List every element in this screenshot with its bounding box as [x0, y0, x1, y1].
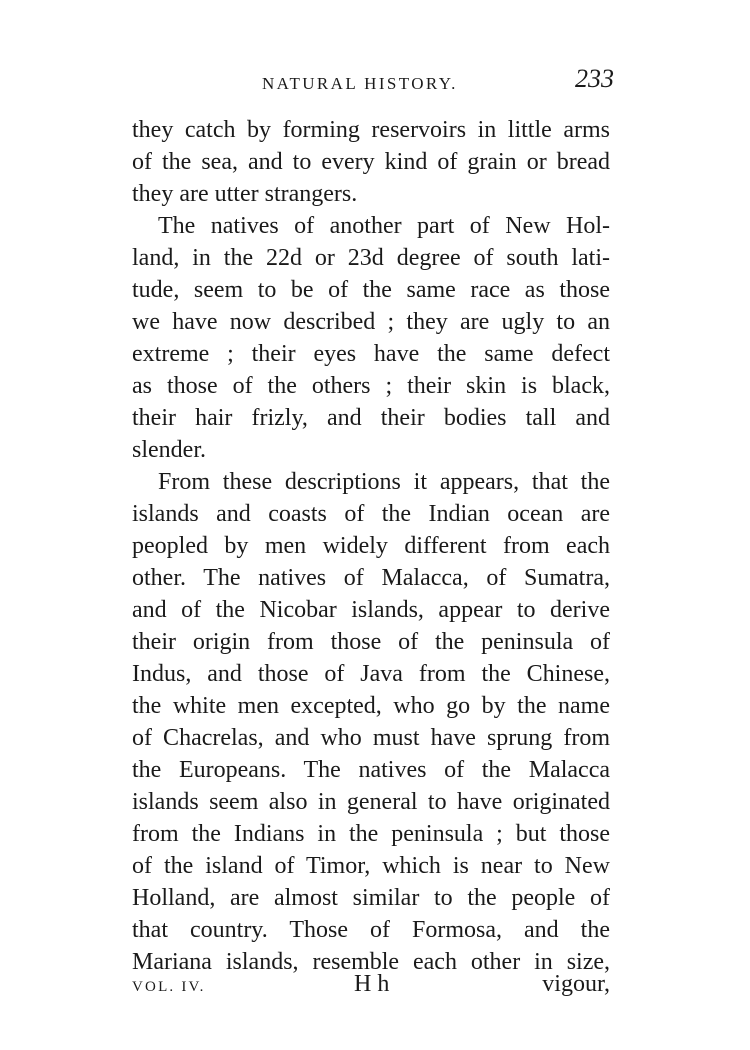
text-line: from the Indians in the peninsula ; but those: [132, 821, 610, 847]
text-line: they catch by forming reservoirs in little arms: [132, 117, 610, 143]
text-line: other. The natives of Malacca, of Sumatra,: [132, 565, 610, 591]
text-line: their hair frizly, and their bodies tall and: [132, 405, 610, 431]
text-line: and of the Nicobar islands, appear to derive: [132, 597, 610, 623]
text-line: islands and coasts of the Indian ocean are: [132, 501, 610, 527]
text-line: of the sea, and to every kind of grain or bread: [132, 149, 610, 175]
volume-signature: VOL. IV.: [132, 979, 206, 995]
page-header: [132, 62, 614, 102]
text-line: extreme ; their eyes have the same defect: [132, 341, 610, 367]
text-line: they are utter strangers.: [132, 181, 358, 207]
paragraph-1: [132, 114, 610, 210]
text-line: land, in the 22d or 23d degree of south lati-: [132, 245, 610, 271]
text-line: Indus, and those of Java from the Chinese,: [132, 661, 610, 687]
text-line: islands seem also in general to have originated: [132, 789, 610, 815]
text-line: peopled by men widely different from each: [132, 533, 610, 559]
body-text: [132, 114, 610, 978]
paragraph-3: [132, 466, 610, 978]
text-line: From these descriptions it appears, that the: [158, 469, 610, 495]
text-line: their origin from those of the peninsula of: [132, 629, 610, 655]
text-line: we have now described ; they are ugly to an: [132, 309, 610, 335]
text-line: Holland, are almost similar to the people of: [132, 885, 610, 911]
page-number: 233: [575, 64, 614, 93]
text-line: the Europeans. The natives of the Malacca: [132, 757, 610, 783]
text-line: the white men excepted, who go by the name: [132, 693, 610, 719]
running-head: NATURAL HISTORY.: [262, 74, 458, 93]
text-line: of Chacrelas, and who must have sprung from: [132, 725, 610, 751]
text-line: Mariana islands, resemble each other in size,: [132, 949, 610, 975]
text-line: slender.: [132, 437, 206, 463]
text-line: as those of the others ; their skin is black,: [132, 373, 610, 399]
paragraph-2: [132, 210, 610, 466]
catchword: vigour,: [542, 971, 610, 997]
text-line: tude, seem to be of the same race as those: [132, 277, 610, 303]
text-line: The natives of another part of New Hol-: [158, 213, 610, 239]
signature-mark: H h: [354, 971, 390, 997]
text-line: of the island of Timor, which is near to New: [132, 853, 610, 879]
page-footer: [132, 967, 610, 1001]
text-line: that country. Those of Formosa, and the: [132, 917, 610, 943]
